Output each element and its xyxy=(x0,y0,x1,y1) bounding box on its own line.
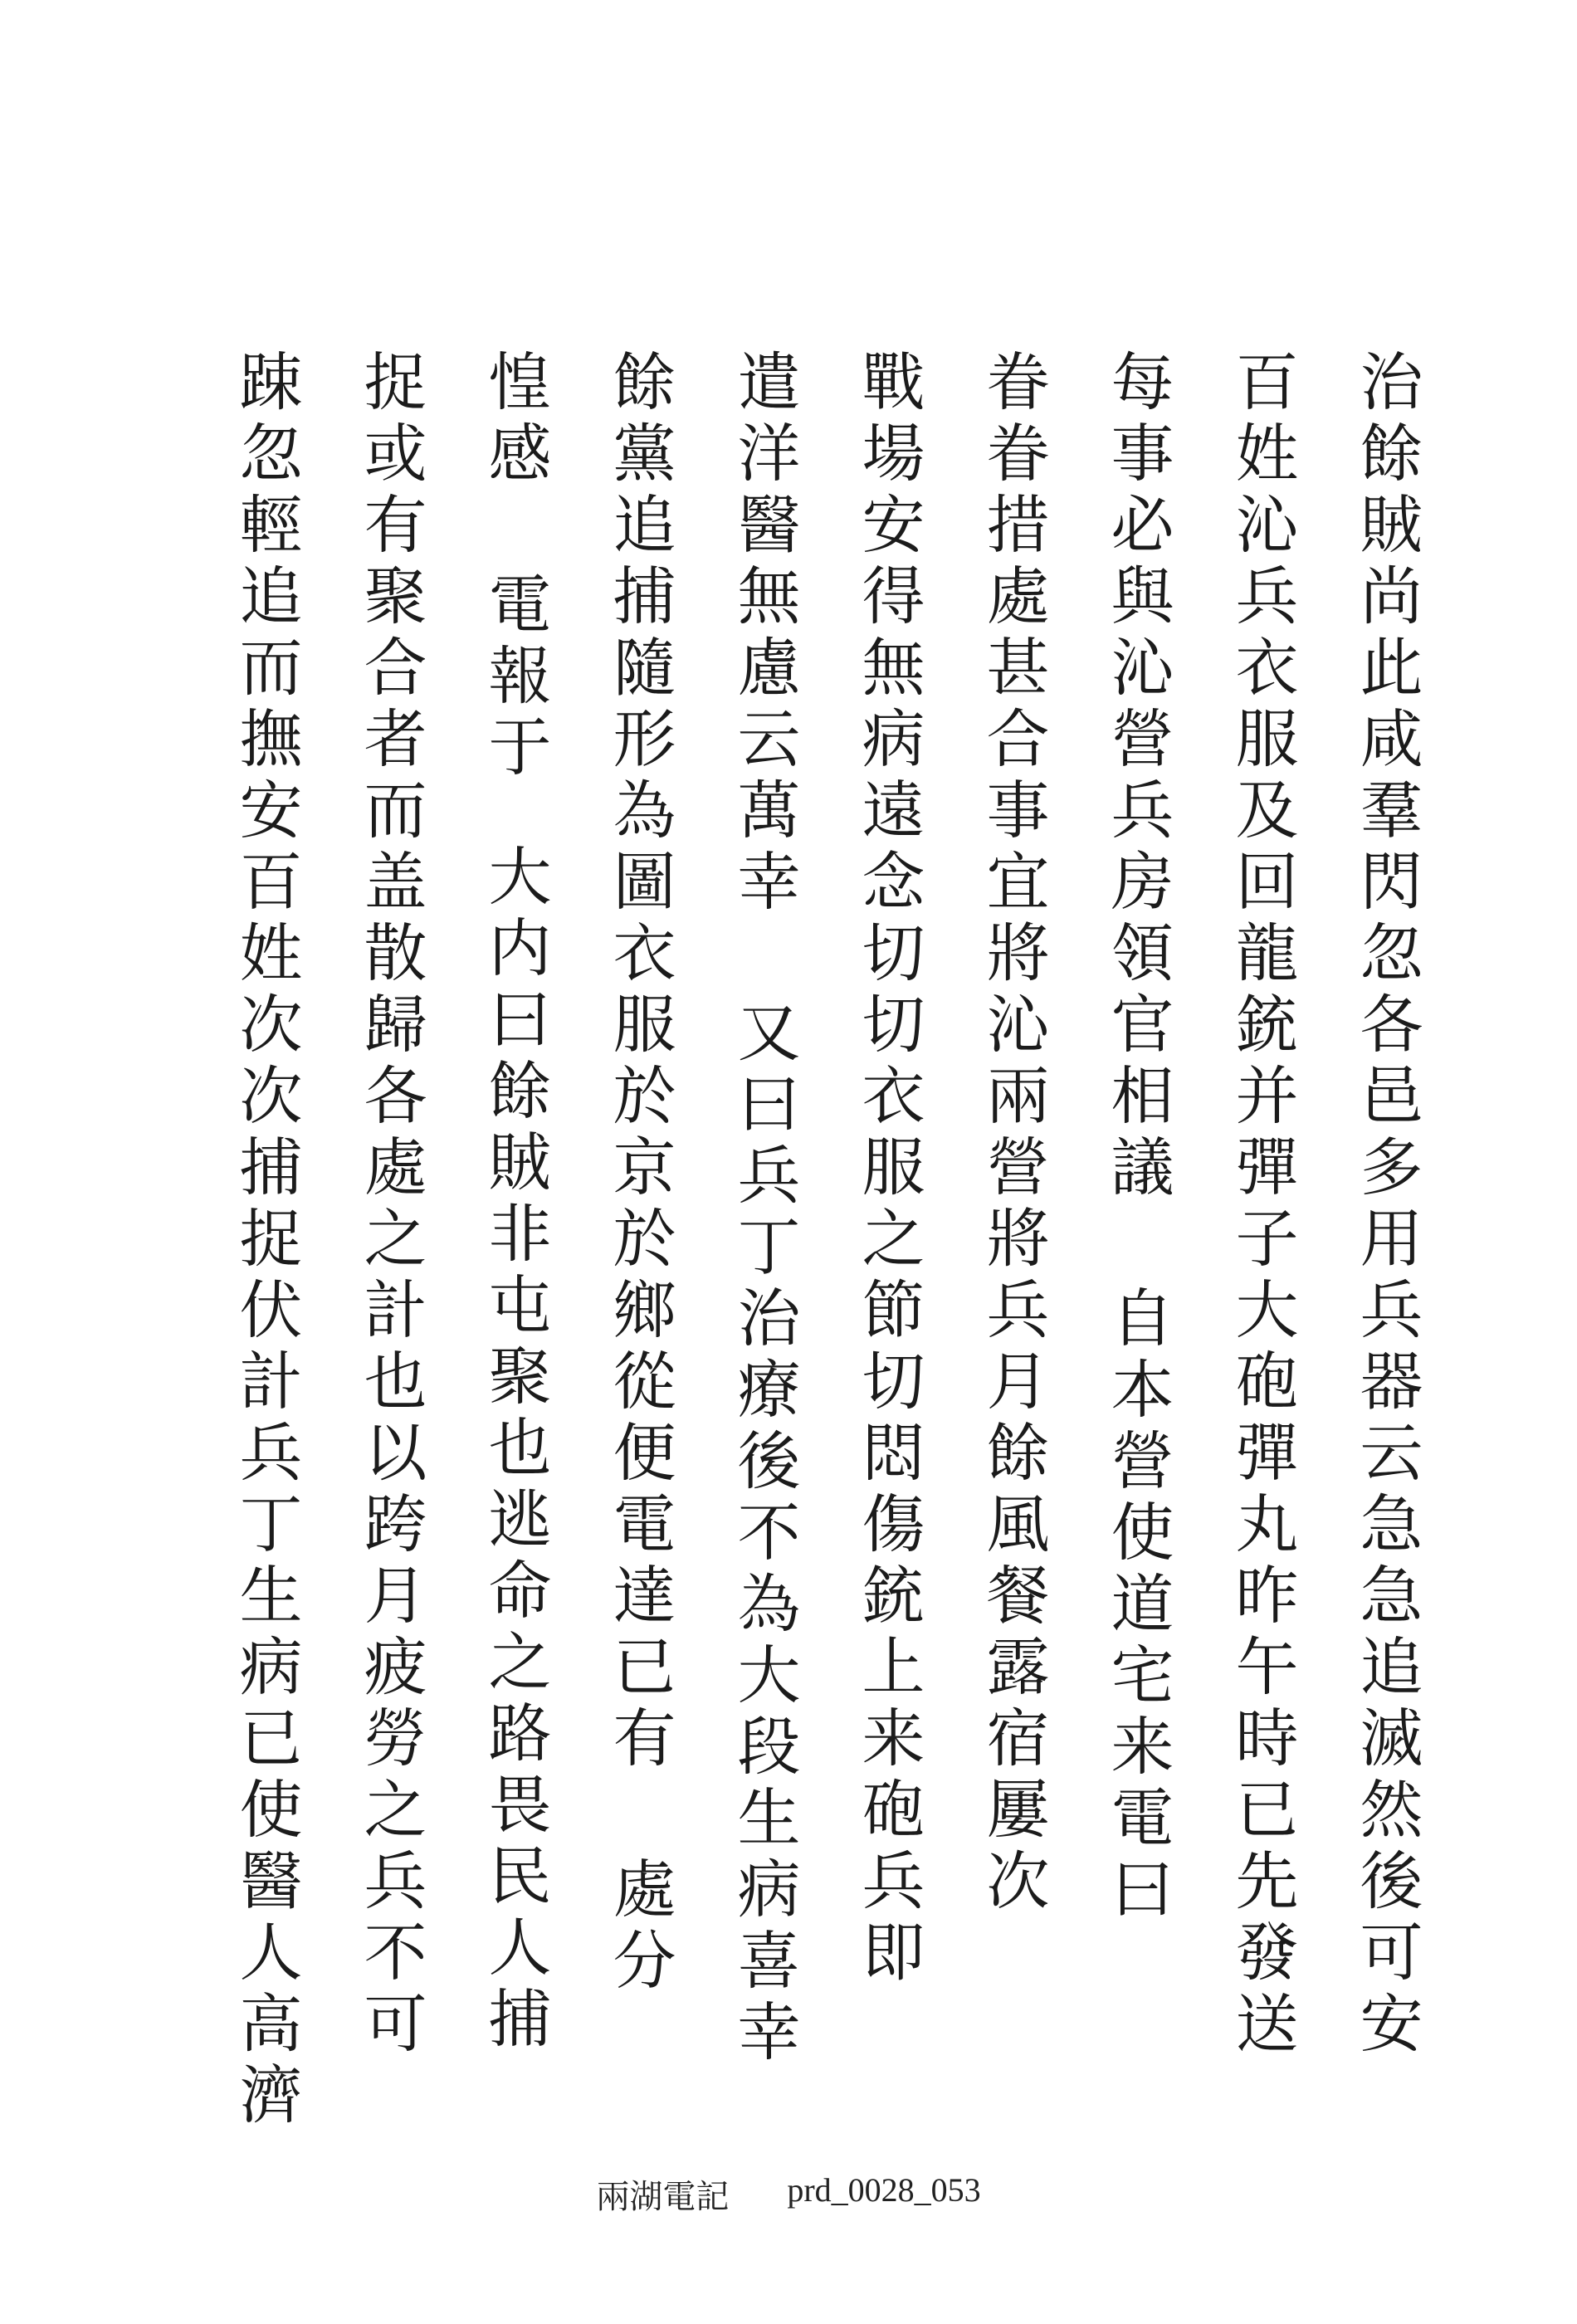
text-column-2 xyxy=(1220,349,1303,2062)
text-column-9 xyxy=(349,349,432,2062)
text-column-1 xyxy=(1345,349,1428,2062)
text-column-4 xyxy=(971,349,1054,1919)
text-segment: 踈忽輕追而撫安百姓次次捕捉伏計兵丁生病已使醫人高濟 xyxy=(229,349,303,2133)
text-segment: 治餘賊尚此咸羣閃忽各邑多用兵器云急急追滅然後可安 xyxy=(1350,349,1423,2062)
text-segment: 百姓沁兵衣服及回龍銃并彈子大砲彈丸昨午時已先發送 xyxy=(1225,349,1299,2062)
text-segment: 惶感 xyxy=(478,349,552,491)
text-segment: 戰場安得無病遠念切切衣服之節切悶傷銃上来砲兵即 xyxy=(852,349,925,1990)
text-column-6 xyxy=(722,349,805,2070)
text-segment: 自本營使道宅来電曰 xyxy=(1101,1285,1174,1927)
text-segment: 每事必與沁營兵房領官相議 xyxy=(1101,349,1174,1205)
text-column-7 xyxy=(598,349,681,1999)
text-segment: 大内曰餘賊非屯聚也逃命之路畏民人捕 xyxy=(478,843,552,2057)
text-segment: 餘黨追捕隨形為圖衣服於京於鄉從便電達已有 xyxy=(603,349,676,1776)
text-segment: 電報于 xyxy=(478,571,552,785)
vertical-text-block xyxy=(224,349,1428,2133)
text-column-5 xyxy=(847,349,930,1990)
text-segment: 遣洋醫無慮云萬幸 xyxy=(727,349,801,920)
page-code: prd_0028_053 xyxy=(787,2171,981,2209)
text-segment: 處分 xyxy=(603,1856,676,1999)
text-column-8 xyxy=(473,349,556,2057)
text-column-10 xyxy=(224,349,307,2133)
text-column-3 xyxy=(1096,349,1179,1927)
book-title: 兩湖電記 xyxy=(596,2178,730,2216)
page-footer xyxy=(0,2170,1577,2218)
text-segment: 又曰兵丁治療後不為大段生病喜幸 xyxy=(727,999,801,2070)
text-segment: 眷眷措處甚合事宜將沁兩營將兵月餘風餐露宿屢次 xyxy=(976,349,1050,1919)
text-segment: 捉或有聚合者而盖散歸各處之計也以跨月疲勞之兵不可 xyxy=(354,349,427,2062)
